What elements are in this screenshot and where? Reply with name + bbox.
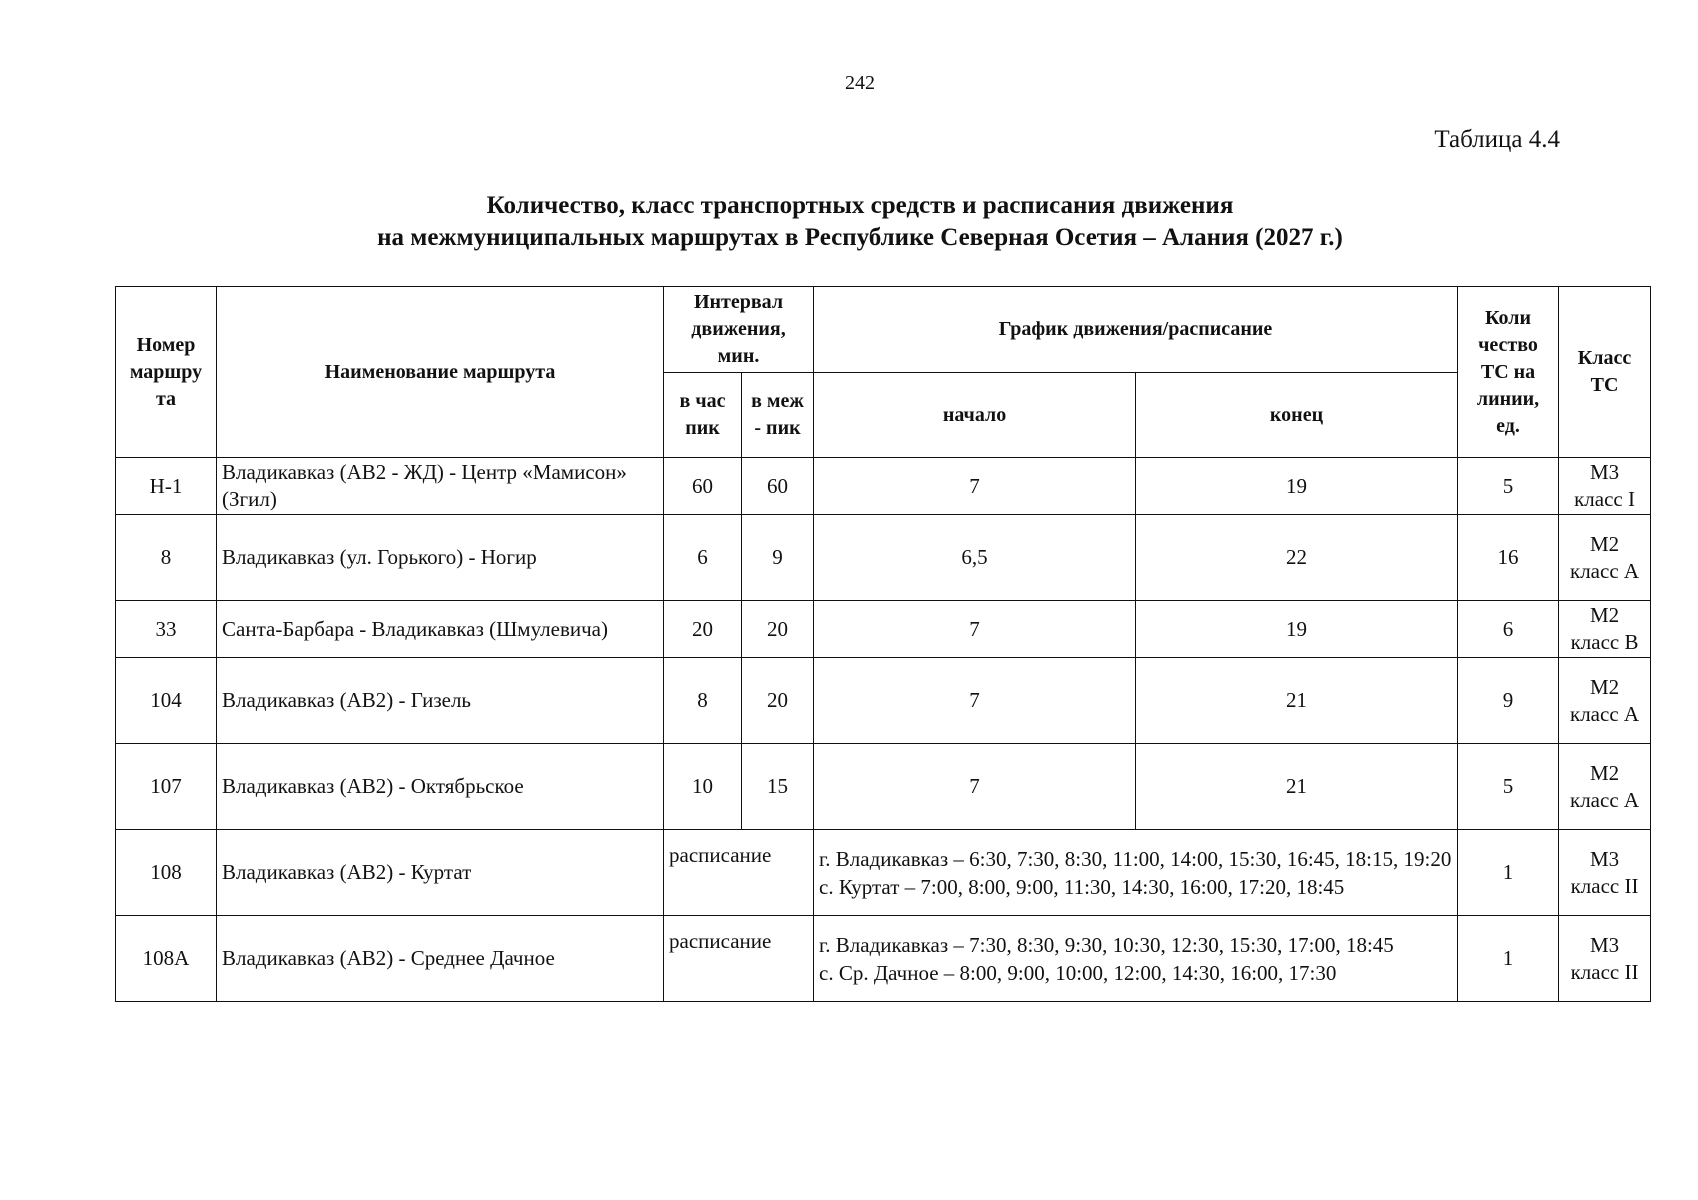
interval-peak: 60	[664, 458, 742, 515]
schedule-times	[814, 916, 1458, 1002]
header-end: конец	[1136, 373, 1458, 458]
schedule-line: с. Куртат – 7:00, 8:00, 9:00, 11:30, 14:30, 16:00, 17:20, 18:45	[819, 874, 1345, 899]
route-name: Владикавказ (АВ2) - Октябрьское	[217, 744, 664, 830]
vehicle-class: М3 класс II	[1559, 830, 1651, 916]
vehicle-class: М2 класс А	[1559, 515, 1651, 601]
table-row	[116, 658, 1651, 744]
table-label: Таблица 4.4	[1434, 126, 1560, 153]
title-line-2: на межмуниципальных маршрутах в Республике Северная Осетия – Алания (2027 г.)	[377, 224, 1343, 251]
route-number: 107	[116, 744, 217, 830]
vehicle-count: 5	[1458, 458, 1559, 515]
header-vehicle-class: Класс ТС	[1559, 287, 1651, 458]
schedule-times	[814, 830, 1458, 916]
schedule-end: 19	[1136, 458, 1458, 515]
title-line-1: Количество, класс транспортных средств и расписания движения	[486, 192, 1234, 219]
vehicle-count: 1	[1458, 830, 1559, 916]
schedule-end: 21	[1136, 658, 1458, 744]
schedule-start: 7	[814, 658, 1136, 744]
interval-offpeak: 9	[742, 515, 814, 601]
vehicle-class: М3 класс I	[1559, 458, 1651, 515]
vehicle-class: М3 класс II	[1559, 916, 1651, 1002]
header-route-name: Наименование маршрута	[217, 287, 664, 458]
route-number: 104	[116, 658, 217, 744]
header-vehicle-count: Коли чество ТС на линии, ед.	[1458, 287, 1559, 458]
table-row	[116, 458, 1651, 515]
route-number: 108А	[116, 916, 217, 1002]
interval-offpeak: 20	[742, 601, 814, 658]
interval-peak: 8	[664, 658, 742, 744]
interval-offpeak: 60	[742, 458, 814, 515]
schedule-start: 7	[814, 744, 1136, 830]
vehicle-count: 16	[1458, 515, 1559, 601]
schedule-start: 7	[814, 458, 1136, 515]
interval-offpeak: 20	[742, 658, 814, 744]
vehicle-class: М2 класс В	[1559, 601, 1651, 658]
schedule-line: с. Ср. Дачное – 8:00, 9:00, 10:00, 12:00, 14:30, 16:00, 17:30	[819, 960, 1337, 985]
page-title	[0, 190, 1698, 254]
schedule-start: 7	[814, 601, 1136, 658]
route-number: Н-1	[116, 458, 217, 515]
route-name: Владикавказ (АВ2 - ЖД) - Центр «Мамисон» (Згил)	[217, 458, 664, 515]
header-interval: Интервал движения, мин.	[664, 287, 814, 373]
schedule-end: 22	[1136, 515, 1458, 601]
vehicle-count: 6	[1458, 601, 1559, 658]
table-row	[116, 601, 1651, 658]
route-name: Владикавказ (АВ2) - Куртат	[217, 830, 664, 916]
header-route-number: Номер маршру та	[116, 287, 217, 458]
vehicle-count: 1	[1458, 916, 1559, 1002]
interval-schedule: расписание	[664, 916, 814, 1002]
header-start: начало	[814, 373, 1136, 458]
route-name: Владикавказ (АВ2) - Гизель	[217, 658, 664, 744]
route-number: 8	[116, 515, 217, 601]
route-number: 33	[116, 601, 217, 658]
routes-table	[115, 286, 1651, 1002]
route-name: Владикавказ (ул. Горького) - Ногир	[217, 515, 664, 601]
table-row	[116, 916, 1651, 1002]
vehicle-count: 5	[1458, 744, 1559, 830]
interval-peak: 6	[664, 515, 742, 601]
header-interval-peak: в час пик	[664, 373, 742, 458]
schedule-line: г. Владикавказ – 7:30, 8:30, 9:30, 10:30, 12:30, 15:30, 17:00, 18:45	[819, 932, 1394, 957]
vehicle-class: М2 класс А	[1559, 744, 1651, 830]
header-interval-offpeak: в меж - пик	[742, 373, 814, 458]
interval-schedule: расписание	[664, 830, 814, 916]
table-row	[116, 515, 1651, 601]
vehicle-count: 9	[1458, 658, 1559, 744]
interval-peak: 10	[664, 744, 742, 830]
route-name: Владикавказ (АВ2) - Среднее Дачное	[217, 916, 664, 1002]
page-number: 242	[845, 72, 875, 94]
interval-peak: 20	[664, 601, 742, 658]
schedule-start: 6,5	[814, 515, 1136, 601]
route-number: 108	[116, 830, 217, 916]
schedule-end: 19	[1136, 601, 1458, 658]
vehicle-class: М2 класс А	[1559, 658, 1651, 744]
table-row	[116, 744, 1651, 830]
route-name: Санта-Барбара - Владикавказ (Шмулевича)	[217, 601, 664, 658]
header-schedule: График движения/расписание	[814, 287, 1458, 373]
interval-offpeak: 15	[742, 744, 814, 830]
schedule-line: г. Владикавказ – 6:30, 7:30, 8:30, 11:00, 14:00, 15:30, 16:45, 18:15, 19:20	[819, 846, 1452, 871]
table-row	[116, 830, 1651, 916]
schedule-end: 21	[1136, 744, 1458, 830]
